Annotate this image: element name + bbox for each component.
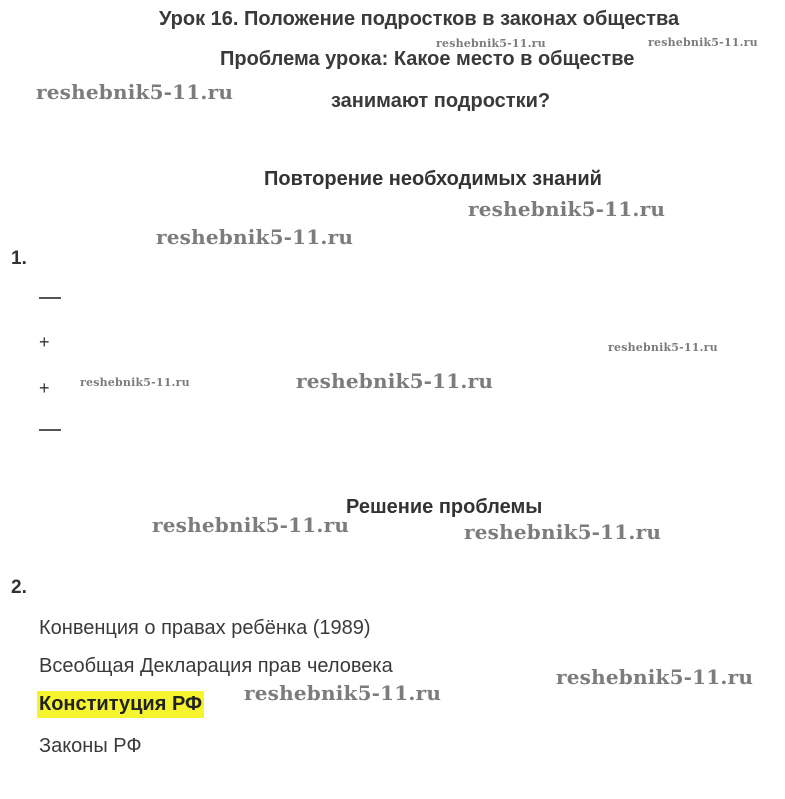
watermark: reshebnik5-11.ru (156, 225, 354, 249)
watermark: reshebnik5-11.ru (468, 197, 666, 221)
highlighted-answer: Конституция РФ (37, 691, 204, 718)
task2-item-convention: Конвенция о правах ребёнка (1989) (39, 617, 371, 639)
task1-mark-1 (39, 297, 61, 299)
watermark: reshebnik5-11.ru (608, 341, 718, 354)
watermark: reshebnik5-11.ru (296, 369, 494, 393)
task2-item-laws: Законы РФ (39, 735, 142, 757)
lesson-problem-line2: занимают подростки? (331, 90, 551, 112)
task2-item-constitution (37, 693, 204, 716)
task1-mark-3: + (39, 378, 50, 398)
watermark: reshebnik5-11.ru (648, 36, 758, 49)
review-heading: Повторение необходимых знаний (264, 168, 602, 190)
watermark: reshebnik5-11.ru (556, 665, 754, 689)
task2-number: 2. (11, 577, 27, 598)
task1-mark-4 (39, 429, 61, 431)
task1-mark-2: + (39, 332, 50, 352)
task2-item-declaration: Всеобщая Декларация прав человека (39, 655, 393, 677)
lesson-title: Урок 16. Положение подростков в законах общества (159, 8, 680, 30)
watermark: reshebnik5-11.ru (36, 80, 234, 104)
solution-heading: Решение проблемы (346, 496, 543, 518)
watermark: reshebnik5-11.ru (244, 681, 442, 705)
watermark: reshebnik5-11.ru (464, 520, 662, 544)
task1-number: 1. (11, 248, 27, 269)
watermark: reshebnik5-11.ru (152, 513, 350, 537)
watermark: reshebnik5-11.ru (80, 376, 190, 389)
watermark: reshebnik5-11.ru (436, 37, 546, 50)
lesson-problem-line1: Проблема урока: Какое место в обществе (220, 48, 635, 70)
